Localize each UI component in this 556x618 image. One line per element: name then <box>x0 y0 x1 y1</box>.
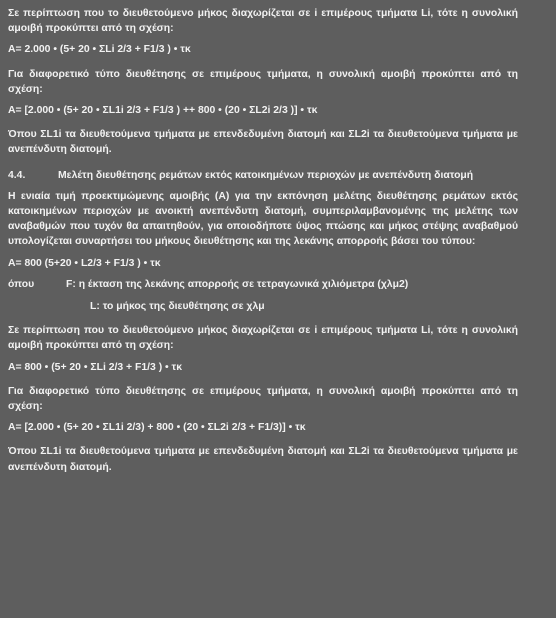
definition-f-text: F: η έκταση της λεκάνης απορροής σε τετραγωνικά χιλιόμετρα (χλμ2) <box>66 278 409 290</box>
section-heading <box>8 168 518 183</box>
paragraph-different-type: Για διαφορετικό τύπο διευθέτησης σε επιμέρους τμήματα, η συνολική αμοιβή προκύπτει από τη σχέση: <box>8 68 518 95</box>
formula-total-fee-unlined: Α= 800 • (5+ 20 • ΣLi 2/3 + F1/3 ) • τκ <box>8 361 182 373</box>
definition-l: L: το μήκος της διευθέτησης σε χλμ <box>90 301 265 313</box>
section-title: Μελέτη διευθέτησης ρεμάτων εκτός κατοικημένων περιοχών με ανεπένδυτη διατομή <box>58 169 474 181</box>
paragraph-split-length-unlined: Σε περίπτωση που το διευθετούμενο μήκος διαχωρίζεται σε i επιμέρους τμήματα Li, τότε η συνολική αμοιβή προκύπτει από τη σχέση: <box>8 325 518 352</box>
paragraph-unit-price: Η ενιαία τιμή προεκτιμώμενης αμοιβής (Α) για την εκπόνηση μελέτης διευθέτησης ρεμάτων εκτός κατοικημένων περιοχών με ανοικτή ανεπένδυτη διατομή, συμπεριλαμβανομένης της μελέτης των αναβαθμών που τυχόν θα απαιτηθούν, για οποιοδήποτε ύψος πτώσης και μήκος στέψης αναβαθμού υπολογίζεται συναρτήσει του μήκους διευθέτησης και της λεκάνης απορροής βάσει του τύπου: <box>8 190 518 248</box>
document-page <box>8 6 518 475</box>
section-number: 4.4. <box>8 169 26 181</box>
paragraph-where-unlined: Όπου ΣL1i τα διευθετούμενα τμήματα με επενδεδυμένη διατομή και ΣL2i τα διευθετούμενα τμήματα με ανεπένδυτη διατομή. <box>8 446 518 473</box>
paragraph-split-length: Σε περίπτωση που το διευθετούμενο μήκος διαχωρίζεται σε i επιμέρους τμήματα Li, τότε η συνολική αμοιβή προκύπτει από τη σχέση: <box>8 8 518 35</box>
paragraph-different-type-unlined: Για διαφορετικό τύπο διευθέτησης σε επιμέρους τμήματα, η συνολική αμοιβή προκύπτει από τη σχέση: <box>8 385 518 413</box>
formula-mixed-lined: Α= [2.000 • (5+ 20 • ΣL1i 2/3 + F1/3 ) ++ 800 • (20 • ΣL2i 2/3 )] • τκ <box>8 105 318 117</box>
definition-f <box>8 277 518 292</box>
where-label: όπου <box>8 278 35 290</box>
formula-total-fee-lined: Α= 2.000 • (5+ 20 • ΣLi 2/3 + F1/3 ) • τκ <box>8 44 191 56</box>
formula-mixed-unlined: Α= [2.000 • (5+ 20 • ΣL1i 2/3) + 800 • (20 • ΣL2i 2/3 + F1/3)] • τκ <box>8 422 306 434</box>
paragraph-where-lined: Όπου ΣL1i τα διευθετούμενα τμήματα με επενδεδυμένη διατομή και ΣL2i τα διευθετούμενα τμήματα με ανεπένδυτη διατομή. <box>8 129 518 156</box>
formula-unlined: Α= 800 (5+20 • L2/3 + F1/3 ) • τκ <box>8 257 161 269</box>
